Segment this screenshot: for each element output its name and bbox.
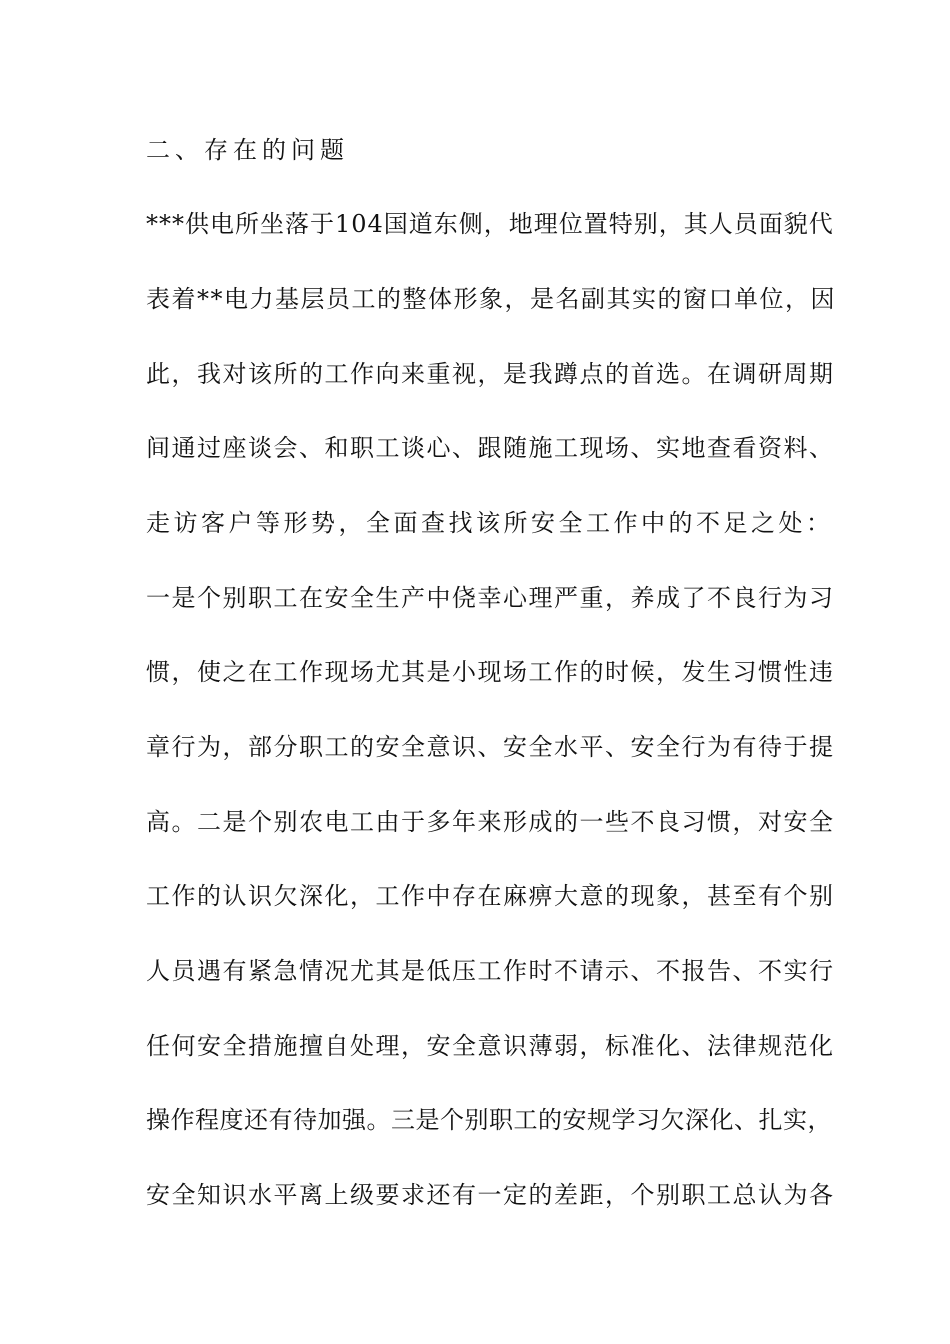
paragraph-line: 章行为，部分职工的安全意识、安全水平、安全行为有待于提 [146, 733, 835, 761]
paragraph-line: 人员遇有紧急情况尤其是低压工作时不请示、不报告、不实行 [146, 957, 835, 985]
paragraph-line: 间通过座谈会、和职工谈心、跟随施工现场、实地查看资料、 [146, 434, 835, 462]
paragraph-line: 任何安全措施擅自处理，安全意识薄弱，标准化、法律规范化 [146, 1032, 835, 1060]
paragraph-line: 表着**电力基层员工的整体形象，是名副其实的窗口单位，因 [146, 285, 836, 313]
paragraph-line: 此，我对该所的工作向来重视，是我蹲点的首选。在调研周期 [146, 360, 835, 388]
section-heading: 二、存在的问题 [146, 136, 349, 164]
paragraph-line: 安全知识水平离上级要求还有一定的差距，个别职工总认为各 [146, 1181, 835, 1209]
paragraph-line: 走访客户等形势，全面查找该所安全工作中的不足之处： [146, 509, 834, 537]
paragraph-line: 高。二是个别农电工由于多年来形成的一些不良习惯，对安全 [146, 808, 835, 836]
paragraph-line: ***供电所坐落于104国道东侧，地理位置特别，其人员面貌代 [146, 210, 834, 238]
paragraph-line: 一是个别职工在安全生产中侥幸心理严重，养成了不良行为习 [146, 584, 835, 612]
paragraph-line: 操作程度还有待加强。三是个别职工的安规学习欠深化、扎实， [146, 1106, 832, 1134]
paragraph-line: 工作的认识欠深化，工作中存在麻痹大意的现象，甚至有个别 [146, 882, 835, 910]
paragraph-line: 惯，使之在工作现场尤其是小现场工作的时候，发生习惯性违 [146, 658, 835, 686]
